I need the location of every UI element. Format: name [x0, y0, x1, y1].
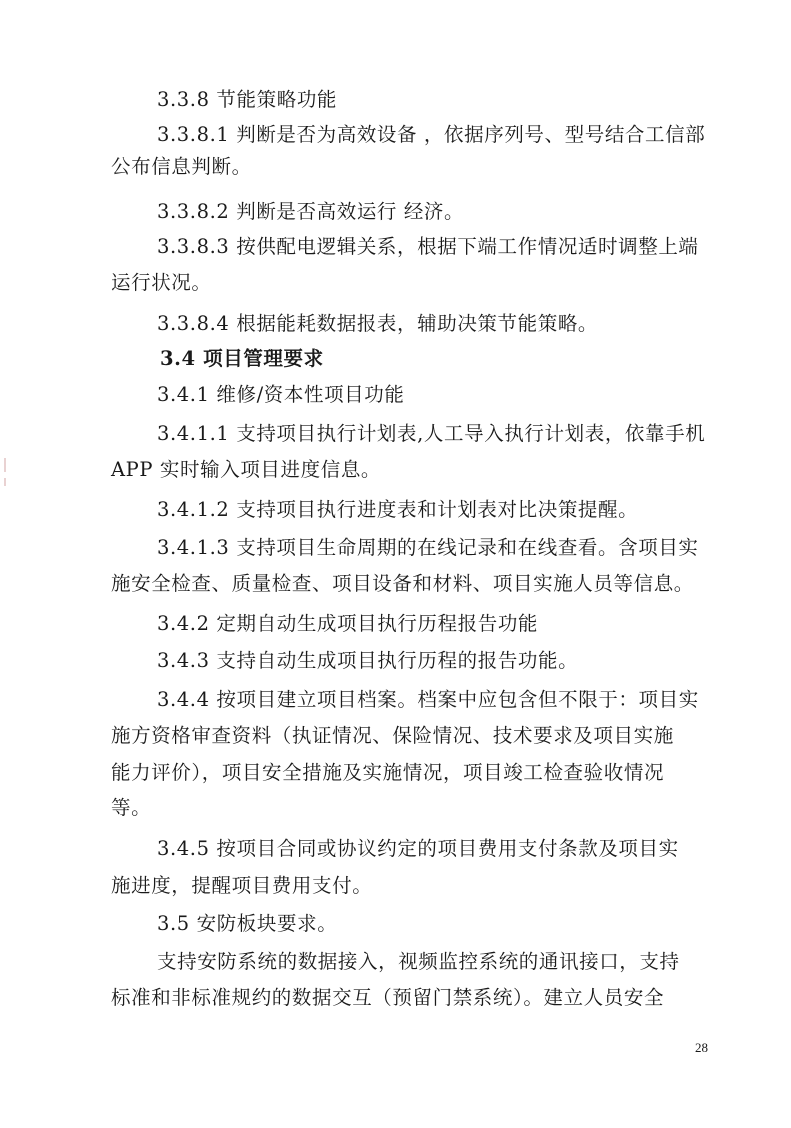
heading-3-4-2: 3.4.2 定期自动生成项目执行历程报告功能	[157, 612, 539, 635]
paragraph-3-4-3: 3.4.3 支持自动生成项目执行历程的报告功能。	[157, 649, 579, 672]
paragraph-3-4-1-1-line-1: 3.4.1.1 支持项目执行计划表,人工导入执行计划表，依靠手机	[157, 422, 706, 445]
paragraph-3-4-4-line-4: 等。	[111, 796, 152, 819]
heading-3-3-8: 3.3.8 节能策略功能	[157, 88, 338, 111]
heading-3-4-1: 3.4.1 维修/资本性项目功能	[157, 383, 405, 406]
paragraph-3-4-4-line-1: 3.4.4 按项目建立项目档案。档案中应包含但不限于：项目实	[157, 688, 699, 711]
paragraph-3-4-1-3-line-1: 3.4.1.3 支持项目生命周期的在线记录和在线查看。含项目实	[157, 536, 699, 559]
paragraph-3-4-1-3-line-2: 施安全检查、质量检查、项目设备和材料、项目实施人员等信息。	[111, 572, 694, 595]
paragraph-3-3-8-3-line-1: 3.3.8.3 按供配电逻辑关系，根据下端工作情况适时调整上端	[157, 235, 699, 258]
paragraph-3-3-8-4: 3.3.8.4 根据能耗数据报表，辅助决策节能策略。	[157, 312, 599, 335]
paragraph-3-4-4-line-3: 能力评价），项目安全措施及实施情况，项目竣工检查验收情况	[111, 761, 665, 784]
page-number: 28	[695, 1040, 708, 1055]
paragraph-3-3-8-2: 3.3.8.2 判断是否高效运行 经济。	[157, 200, 465, 223]
paragraph-3-3-8-3-line-2: 运行状况。	[111, 271, 212, 294]
paragraph-3-5-line-1: 支持安防系统的数据接入，视频监控系统的通讯接口，支持	[157, 950, 680, 973]
paragraph-3-4-5-line-1: 3.4.5 按项目合同或协议约定的项目费用支付条款及项目实	[157, 837, 679, 860]
paragraph-3-4-5-line-2: 施进度，提醒项目费用支付。	[111, 874, 373, 897]
paragraph-3-4-4-line-2: 施方资格审查资料（执证情况、保险情况、技术要求及项目实施	[111, 724, 674, 747]
heading-3-4: 3.4 项目管理要求	[160, 347, 324, 370]
scan-edge-mark	[4, 478, 6, 486]
heading-3-5: 3.5 安防板块要求。	[157, 912, 338, 935]
paragraph-3-3-8-1-line-2: 公布信息判断。	[111, 155, 252, 178]
paragraph-3-4-1-1-line-2: APP 实时输入项目进度信息。	[111, 458, 382, 481]
paragraph-3-3-8-1-line-1: 3.3.8.1 判断是否为高效设备 ，依据序列号、型号结合工信部	[157, 123, 706, 146]
paragraph-3-5-line-2: 标准和非标准规约的数据交互（预留门禁系统）。建立人员安全	[111, 986, 665, 1009]
paragraph-3-4-1-2: 3.4.1.2 支持项目执行进度表和计划表对比决策提醒。	[157, 498, 639, 521]
scan-edge-mark	[4, 458, 6, 472]
